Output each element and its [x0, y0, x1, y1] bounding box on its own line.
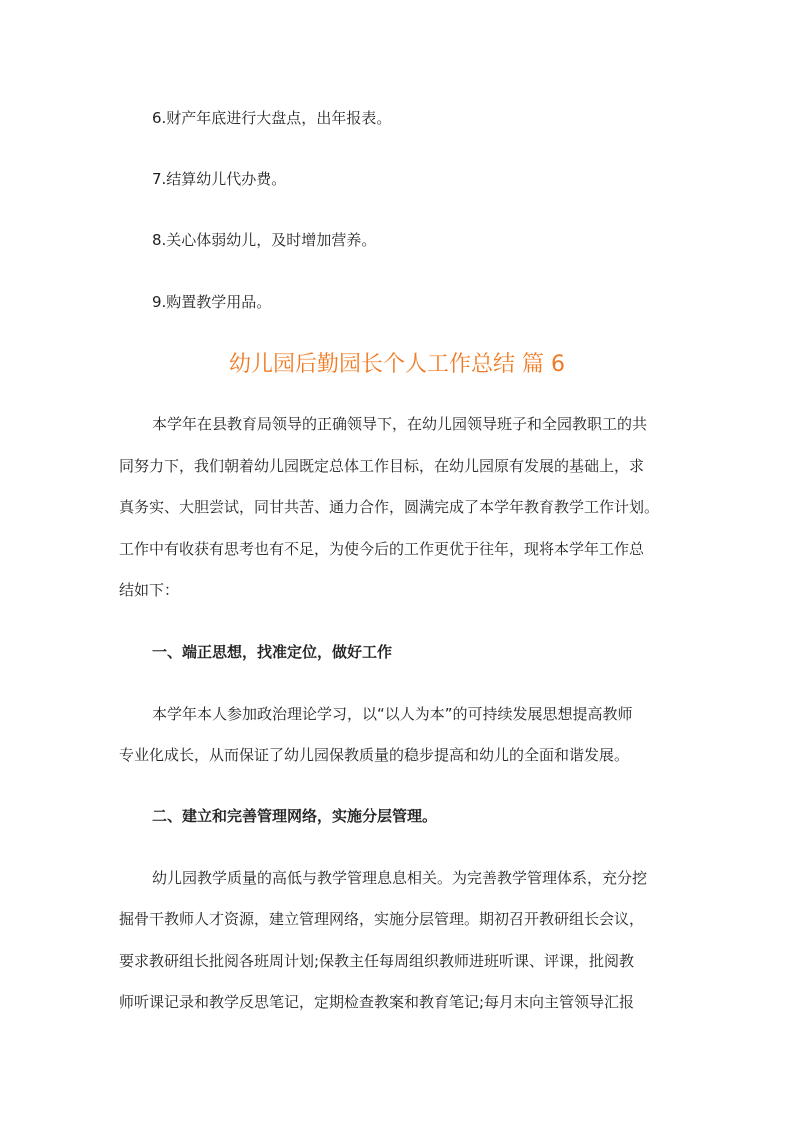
list-item: 7.结算幼儿代办费。: [152, 170, 287, 188]
section-line: 专业化成长，从而保证了幼儿园保教质量的稳步提高和幼儿的全面和谐发展。: [119, 746, 630, 764]
intro-line: 工作中有收获有思考也有不足，为使今后的工作更优于往年，现将本学年工作总: [119, 540, 645, 558]
section-line: 掘骨干教师人才资源，建立管理网络，实施分层管理。期初召开教研组长会议，: [119, 910, 645, 928]
intro-line: 真务实、大胆尝试，同甘共苦、通力合作，圆满完成了本学年教育教学工作计划。: [119, 498, 660, 516]
list-item: 9.购置教学用品。: [152, 293, 272, 311]
section-line: 要求教研组长批阅各班周计划;保教主任每周组织教师进班听课、评课，批阅教: [119, 952, 635, 970]
intro-line: 本学年在县教育局领导的正确领导下，在幼儿园领导班子和全园教职工的共: [152, 415, 648, 433]
intro-line: 结如下：: [119, 581, 180, 599]
intro-line: 同努力下，我们朝着幼儿园既定总体工作目标，在幼儿园原有发展的基础上，求: [119, 457, 645, 475]
section-line: 师听课记录和教学反思笔记，定期检查教案和教育笔记;每月末向主管领导汇报: [119, 993, 635, 1011]
section-line: 幼儿园教学质量的高低与教学管理息息相关。为完善教学管理体系，充分挖: [152, 869, 648, 887]
article-title: 幼儿园后勤园长个人工作总结 篇 6: [229, 352, 565, 377]
section-heading: 二、建立和完善管理网络，实施分层管理。: [152, 807, 438, 825]
list-item: 8.关心体弱幼儿，及时增加营养。: [152, 231, 377, 249]
section-heading: 一、端正思想，找准定位，做好工作: [152, 643, 393, 661]
list-item: 6.财产年底进行大盘点，出年报表。: [152, 109, 392, 127]
section-line: 本学年本人参加政治理论学习，以“以人为本”的可持续发展思想提高教师: [152, 705, 633, 723]
